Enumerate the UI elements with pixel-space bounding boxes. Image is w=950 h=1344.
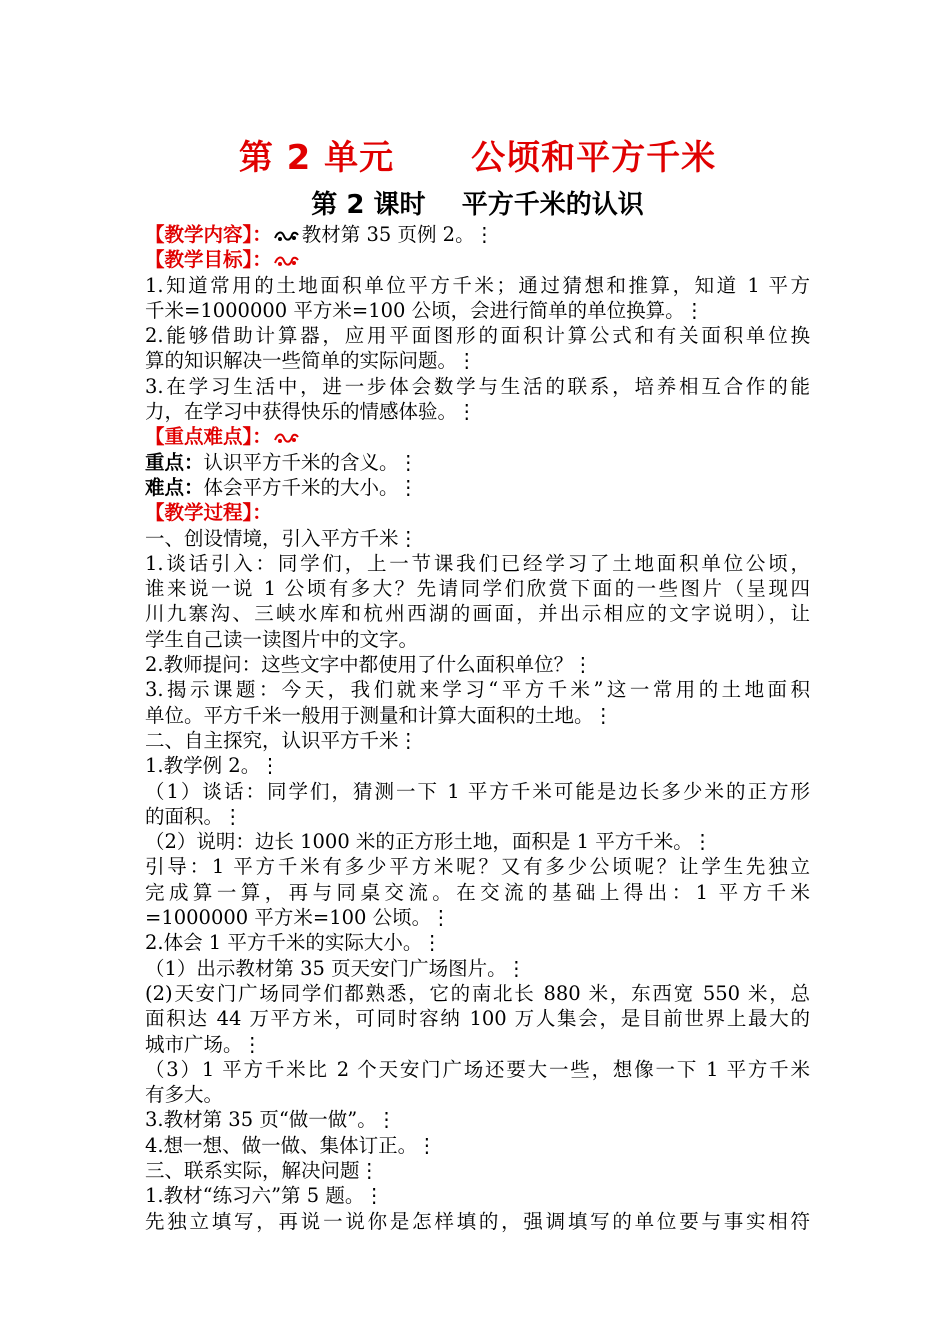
process-heading: 【教学过程】：	[145, 501, 272, 525]
process-line: 引导：1 平方千米有多少平方米呢？又有多少公顷呢？让学生先独立	[145, 855, 810, 879]
content-line	[145, 222, 810, 247]
process-list	[145, 526, 810, 1234]
process-line: 单位。平方千米一般用于测量和计算大面积的土地。⋮	[145, 703, 614, 727]
process-line: 学生自己读一读图片中的文字。	[145, 627, 419, 651]
process-line: 城市广场。⋮	[145, 1032, 263, 1056]
goal-line: 千米=1000000 平方米=100 公顷，会进行简单的单位换算。⋮	[145, 298, 705, 322]
decoration-icon	[274, 229, 300, 243]
process-line: 1.教学例 2。⋮	[145, 754, 280, 778]
process-line: 2.体会 1 平方千米的实际大小。⋮	[145, 931, 442, 955]
process-line: 1.谈话引入：同学们，上一节课我们已经学习了土地面积单位公顷，	[145, 551, 810, 575]
unit-title: 第 2 单元 公顷和平方千米	[238, 138, 717, 178]
keypoints-heading-line	[145, 424, 810, 449]
process-line: 3.揭示课题：今天，我们就来学习“平方千米”这一常用的土地面积	[145, 678, 810, 702]
decoration-icon	[274, 254, 300, 268]
process-line: 川九寨沟、三峡水库和杭州西湖的画面，并出示相应的文字说明），让	[145, 602, 810, 626]
key-point-text: 认识平方千米的含义。⋮	[203, 450, 419, 474]
goal-line: 3.在学习生活中，进一步体会数学与生活的联系，培养相互合作的能	[145, 374, 810, 398]
goal-line: 力，在学习中获得快乐的情感体验。⋮	[145, 400, 477, 424]
key-point-label: 重点：	[145, 450, 204, 474]
process-line: 4.想一想、做一做、集体订正。⋮	[145, 1133, 437, 1157]
goals-heading: 【教学目标】：	[145, 248, 272, 272]
process-line: 1.教材“练习六”第 5 题。⋮	[145, 1184, 384, 1208]
process-line: 2.教师提问：这些文字中都使用了什么面积单位？⋮	[145, 653, 593, 677]
process-line: （1）谈话：同学们，猜测一下 1 平方千米可能是边长多少米的正方形	[145, 779, 810, 803]
decoration-icon	[274, 431, 300, 445]
process-line: （2）说明：边长 1000 米的正方形土地，面积是 1 平方千米。⋮	[145, 830, 713, 854]
difficulty-line	[145, 475, 810, 500]
difficulty-label: 难点：	[145, 475, 204, 499]
process-line: 三、联系实际，解决问题⋮	[145, 1158, 380, 1182]
content-heading: 【教学内容】：	[145, 223, 272, 246]
process-line: （3）1 平方千米比 2 个天安门广场还要大一些，想像一下 1 平方千米	[145, 1057, 810, 1081]
key-point-line	[145, 450, 810, 475]
keypoints-heading: 【重点难点】：	[145, 425, 272, 449]
process-line: =1000000 平方米=100 公顷。⋮	[145, 906, 451, 930]
process-line: 的面积。⋮	[145, 804, 243, 828]
process-line: 完成算一算，再与同桌交流。在交流的基础上得出：1 平方千米	[145, 880, 810, 904]
goal-line: 2.能够借助计算器，应用平面图形的面积计算公式和有关面积单位换	[145, 324, 810, 348]
process-line: 有多大。	[145, 1083, 224, 1107]
process-line: (2)天安门广场同学们都熟悉，它的南北长 880 米，东西宽 550 米，总	[145, 981, 810, 1005]
process-line: 二、自主探究，认识平方千米⋮	[145, 728, 419, 752]
process-heading-line	[145, 500, 810, 525]
goals-list	[145, 273, 810, 425]
process-line: （1）出示教材第 35 页天安门广场图片。⋮	[145, 956, 527, 980]
process-line: 面积达 44 万平方米，可同时容纳 100 万人集会，是目前世界上最大的	[145, 1007, 810, 1031]
document-body	[145, 222, 810, 1234]
process-line: 3.教材第 35 页“做一做”。⋮	[145, 1108, 397, 1132]
goal-line: 算的知识解决一些简单的实际问题。⋮	[145, 349, 477, 373]
difficulty-text: 体会平方千米的大小。⋮	[203, 475, 419, 499]
process-line: 谁来说一说 1 公顷有多大？先请同学们欣赏下面的一些图片（呈现四	[145, 577, 810, 601]
process-line: 一、创设情境，引入平方千米⋮	[145, 526, 419, 550]
goals-heading-line	[145, 247, 810, 272]
content-text: 教材第 35 页例 2。⋮	[301, 223, 495, 246]
process-line: 先独立填写，再说一说你是怎样填的，强调填写的单位要与事实相符	[145, 1209, 810, 1233]
lesson-title: 第 2 课时 平方千米的认识	[311, 190, 644, 220]
goal-line: 1.知道常用的土地面积单位平方千米；通过猜想和推算，知道 1 平方	[145, 273, 810, 297]
